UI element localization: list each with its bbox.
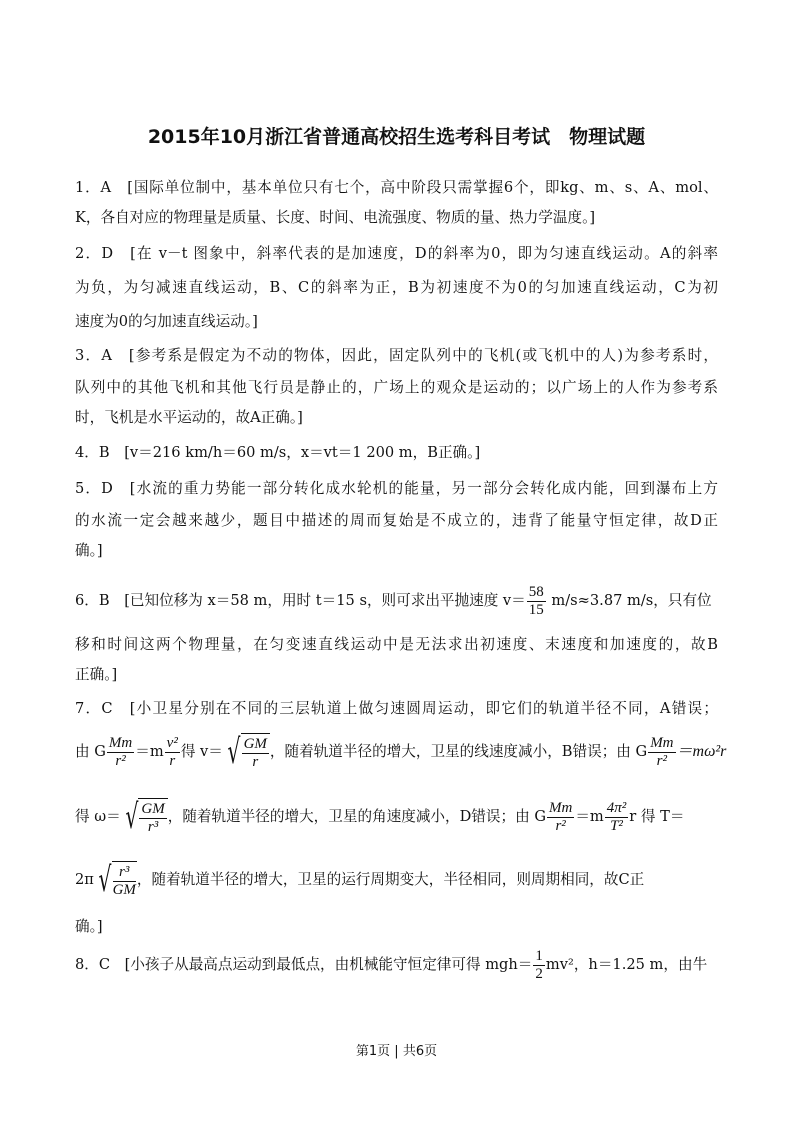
answer-7-line-3: [75, 795, 718, 839]
fraction-mm-r2: [107, 735, 134, 770]
denominator: 2: [535, 965, 543, 982]
fraction-gm-r: [242, 736, 269, 771]
fraction-4pi2-t2: [605, 800, 629, 835]
fraction-r3-gm: [113, 864, 136, 899]
denominator: 15: [528, 601, 544, 618]
answer-7-line-2: [75, 730, 727, 774]
text: 由 G: [75, 743, 106, 760]
denominator: r³: [147, 819, 159, 835]
text: ＝mω²r: [676, 743, 727, 760]
answer-5-line-2: 的水流一定会越来越少，题目中描述的周而复始是不成立的，违背了能量守恒定律，故D正: [75, 512, 718, 529]
fraction-1-2: [533, 948, 545, 983]
denominator: r²: [555, 817, 566, 834]
denominator: T²: [610, 817, 623, 834]
page-title: 2015年10月浙江省普通高校招生选考科目考试 物理试题: [147, 126, 646, 148]
text: mv²，h＝1.25 m，由牛: [545, 956, 708, 973]
denominator: r: [169, 752, 176, 769]
numerator: Mm: [548, 799, 573, 816]
numerator: 1: [535, 947, 543, 964]
answer-6-line-2: 移和时间这两个物理量，在匀变速直线运动中是无法求出初速度、末速度和加速度的，故B: [75, 636, 718, 653]
numerator: 58: [528, 583, 544, 600]
numerator: v²: [166, 734, 178, 751]
answer-6-text-pre: 6．B [已知位移为 x＝58 m，用时 t＝15 s，则可求出平抛速度 v＝: [75, 592, 526, 609]
answer-6-line-3: 正确。]: [75, 666, 118, 683]
denominator: r²: [656, 752, 668, 769]
answer-1-line-1: 1．A [国际单位制中，基本单位只有七个，高中阶段只需掌握6个，即kg、m、s、A、mol、: [75, 179, 718, 196]
fraction-v2-r: [165, 735, 180, 770]
answer-6-line-1: [75, 582, 718, 620]
denominator: r: [252, 754, 259, 770]
denominator: r²: [115, 752, 126, 769]
answer-3-line-1: 3．A [参考系是假定为不动的物体，因此，固定队列中的飞机(或飞机中的人)为参考系时，: [75, 347, 718, 364]
answer-2-line-2: 为负，为匀减速直线运动，B、C的斜率为正，B为初速度不为0的匀加速直线运动，C为初: [75, 279, 718, 296]
text: ，随着轨道半径的增大，卫星的运行周期变大，半径相同，则周期相同，故C正: [136, 871, 645, 888]
fraction-mm-r2: [648, 735, 675, 770]
numerator: Mm: [108, 734, 133, 751]
numerator: r³: [113, 864, 136, 882]
text: 得 ω＝: [75, 808, 121, 825]
text: ＝m: [575, 808, 604, 825]
page-footer: 第1页 | 共6页: [355, 1044, 438, 1059]
answer-4-line-1: 4．B [v＝216 km/h＝60 m/s，x＝vt＝1 200 m，B正确。]: [75, 444, 481, 461]
answer-5-line-3: 确。]: [75, 542, 103, 559]
answer-5-line-1: 5．D [水流的重力势能一部分转化成水轮机的能量，另一部分会转化成内能，回到瀑布上方: [75, 480, 718, 497]
fraction-gm-r3: [139, 801, 166, 836]
text: 2π: [75, 871, 94, 888]
fraction-mm-r2: [547, 800, 574, 835]
text: ＝m: [135, 743, 164, 760]
answer-6-text-post: m/s≈3.87 m/s，只有位: [546, 592, 712, 609]
answer-2-line-3: 速度为0的匀加速直线运动。]: [75, 313, 258, 330]
numerator: 4π²: [606, 799, 627, 816]
square-root: √ $\frac{\text{r³}}{GM}$: [98, 860, 136, 900]
answer-7-line-4: [75, 858, 718, 902]
square-root: √ $\frac{GM}{r}$: [223, 733, 270, 771]
text: ，随着轨道半径的增大，卫星的线速度减小，B错误；由 G: [269, 743, 648, 760]
fraction-58-15: [527, 584, 546, 619]
text: 得 v＝: [180, 743, 223, 760]
answer-7-line-1: 7．C [小卫星分别在不同的三层轨道上做匀速圆周运动，即它们的轨道半径不同，A错误；: [75, 700, 718, 717]
numerator: Mm: [650, 734, 674, 751]
answer-7-line-5: 确。]: [75, 918, 103, 935]
answer-3-line-3: 时，飞机是水平运动的，故A正确。]: [75, 409, 303, 426]
square-root: √ $\frac{GM}{\text{r³}}$: [121, 798, 168, 836]
text: r 得 T＝: [629, 808, 685, 825]
numerator: GM: [243, 736, 267, 752]
answer-3-line-2: 队列中的其他飞机和其他飞行员是静止的，广场上的观众是运动的；以广场上的人作为参考系: [75, 379, 718, 396]
answer-8-line-1: [75, 946, 718, 984]
answer-2-line-1: 2．D [在 v－t 图象中，斜率代表的是加速度，D的斜率为0，即为匀速直线运动。A的斜率: [75, 245, 718, 262]
text: 8．C [小孩子从最高点运动到最低点，由机械能守恒定律可得 mgh＝: [75, 956, 533, 973]
answer-1-line-2: K，各自对应的物理量是质量、长度、时间、电流强度、物质的量、热力学温度。]: [75, 209, 596, 226]
numerator: GM: [141, 801, 165, 817]
text: ，随着轨道半径的增大，卫星的角速度减小，D错误；由 G: [167, 808, 546, 825]
denominator: GM: [112, 882, 136, 898]
